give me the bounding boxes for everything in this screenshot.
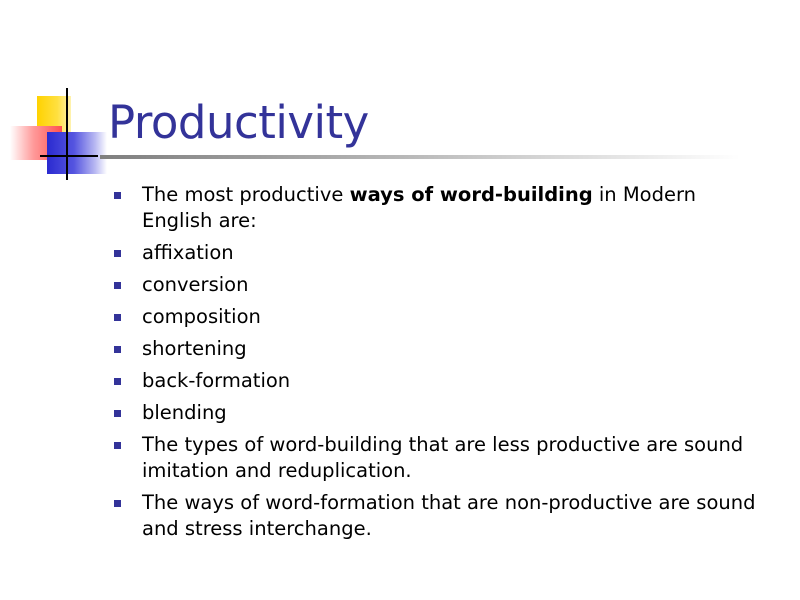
square-bullet-icon <box>114 410 121 417</box>
title-underline <box>100 155 740 159</box>
bullet-item <box>112 400 772 426</box>
bullet-item <box>112 490 772 542</box>
bullet-text: affixation <box>142 241 234 264</box>
bullet-item <box>112 368 772 394</box>
bullet-item <box>112 240 772 266</box>
square-bullet-icon <box>114 314 121 321</box>
vertical-line-shape <box>66 88 68 180</box>
bullet-text-before: The most productive <box>142 183 350 206</box>
bullet-item <box>112 272 772 298</box>
blue-square-shape <box>47 132 107 174</box>
bullet-item <box>112 336 772 362</box>
decorative-logo <box>0 0 120 190</box>
slide-title: Productivity <box>108 96 369 149</box>
square-bullet-icon <box>114 442 121 449</box>
bullet-text-bold: ways of word-building <box>349 183 593 206</box>
bullet-text: shortening <box>142 337 247 360</box>
square-bullet-icon <box>114 500 121 507</box>
bullet-text: composition <box>142 305 261 328</box>
bullet-item <box>112 432 772 484</box>
square-bullet-icon <box>114 282 121 289</box>
square-bullet-icon <box>114 346 121 353</box>
bullet-text-after: in Modern English are: <box>142 183 697 232</box>
bullet-text: The types of word-building that are less productive are sound imitation and reduplication. <box>142 433 744 482</box>
square-bullet-icon <box>114 192 121 199</box>
bullet-list <box>112 182 772 548</box>
bullet-text: conversion <box>142 273 249 296</box>
square-bullet-icon <box>114 250 121 257</box>
horizontal-line-shape <box>40 155 98 157</box>
square-bullet-icon <box>114 378 121 385</box>
bullet-text: back-formation <box>142 369 291 392</box>
bullet-text: The ways of word-formation that are non-productive are sound and stress interchange. <box>142 491 756 540</box>
bullet-item <box>112 304 772 330</box>
bullet-text: blending <box>142 401 227 424</box>
bullet-item <box>112 182 772 234</box>
